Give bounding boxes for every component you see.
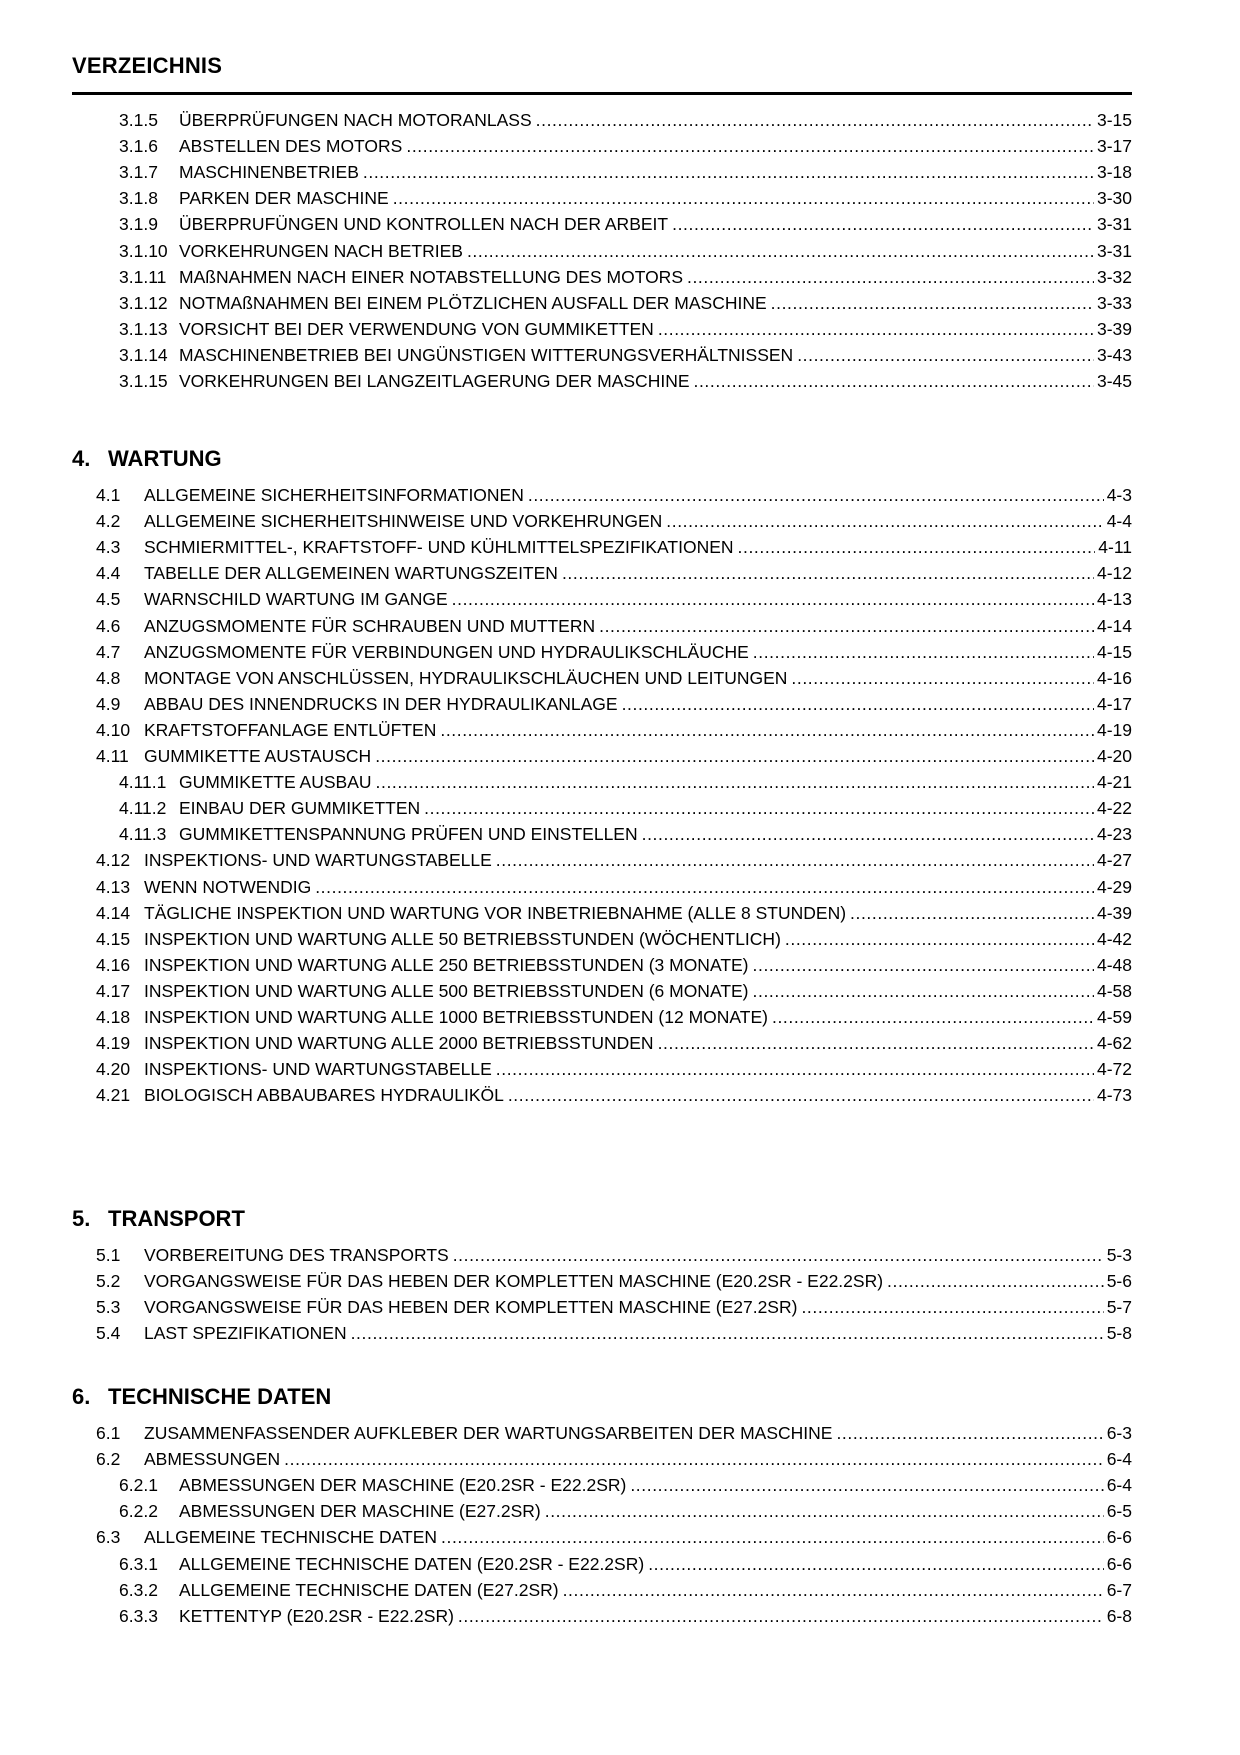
toc-entry-number: 5.3 xyxy=(96,1297,121,1318)
toc-entry[interactable] xyxy=(119,212,1132,236)
toc-entry-number: 4.11.3 xyxy=(119,824,167,845)
toc-entry-title: VORSICHT BEI DER VERWENDUNG VON GUMMIKETTEN xyxy=(179,318,654,339)
dot-leader xyxy=(453,1243,1104,1267)
dot-leader xyxy=(440,718,1094,742)
toc-entry-title: INSPEKTION UND WARTUNG ALLE 1000 BETRIEBSSTUNDEN (12 MONATE) xyxy=(144,1007,768,1027)
toc-entry-page: 4-48 xyxy=(1096,954,1132,975)
toc-entry[interactable] xyxy=(96,848,1132,872)
toc-entry[interactable] xyxy=(96,744,1132,768)
dot-leader xyxy=(672,212,1094,236)
toc-entry-page: 4-72 xyxy=(1096,1059,1132,1080)
section-number: 6. xyxy=(72,1384,91,1409)
toc-entry-title: ALLGEMEINE SICHERHEITSHINWEISE UND VORKEHRUNGEN xyxy=(144,511,663,532)
toc-entry[interactable] xyxy=(96,640,1132,664)
toc-entry-title: VORGANGSWEISE FÜR DAS HEBEN DER KOMPLETTEN MASCHINE (E20.2SR - E22.2SR) xyxy=(144,1271,884,1292)
toc-entry[interactable] xyxy=(119,1604,1132,1628)
dot-leader xyxy=(658,317,1094,341)
toc-entry-title: MASCHINENBETRIEB xyxy=(179,162,359,183)
toc-entry-page: 4-27 xyxy=(1096,850,1132,871)
page-title: VERZEICHNIS xyxy=(72,53,223,78)
toc-entry-title: WENN NOTWENDIG xyxy=(144,876,312,897)
toc-entry[interactable] xyxy=(119,1578,1132,1602)
toc-entry-number: 4.17 xyxy=(96,980,131,1001)
toc-entry-page: 3-15 xyxy=(1096,110,1132,130)
toc-entry-number: 4.13 xyxy=(96,876,131,897)
toc-entry[interactable] xyxy=(96,718,1132,742)
toc-entry[interactable] xyxy=(96,1083,1132,1107)
dot-leader xyxy=(375,744,1094,768)
toc-entry-number: 4.11 xyxy=(96,746,129,766)
toc-entry-page: 5-6 xyxy=(1106,1271,1132,1292)
dot-leader xyxy=(562,561,1094,585)
toc-entry-page: 3-31 xyxy=(1096,214,1132,235)
section-title: WARTUNG xyxy=(108,446,222,471)
dot-leader xyxy=(467,239,1094,263)
toc-entry[interactable] xyxy=(96,901,1132,925)
toc-entry-number: 3.1.6 xyxy=(119,136,158,157)
toc-entry-number: 4.1 xyxy=(96,485,121,505)
toc-entry-number: 6.2 xyxy=(96,1449,121,1470)
dot-leader xyxy=(351,1321,1104,1345)
toc-entry-page: 6-7 xyxy=(1106,1579,1132,1600)
toc-entry-page: 6-6 xyxy=(1106,1527,1132,1548)
toc-entry-number: 3.1.11 xyxy=(119,266,167,287)
dot-leader xyxy=(791,666,1094,690)
toc-entry-page: 6-3 xyxy=(1106,1423,1132,1443)
toc-entry-title: ABBAU DES INNENDRUCKS IN DER HYDRAULIKANLAGE xyxy=(144,693,618,714)
toc-entry-page: 3-45 xyxy=(1096,371,1132,391)
toc-entry-title: INSPEKTION UND WARTUNG ALLE 2000 BETRIEBSSTUNDEN xyxy=(144,1033,654,1054)
toc-entry-page: 4-62 xyxy=(1096,1033,1132,1054)
toc-entry[interactable] xyxy=(119,265,1132,289)
toc-entry-page: 5-8 xyxy=(1106,1323,1132,1344)
toc-entry-title: TÄGLICHE INSPEKTION UND WARTUNG VOR INBETRIEBNAHME (ALLE 8 STUNDEN) xyxy=(144,902,847,923)
toc-entry[interactable] xyxy=(119,822,1132,846)
dot-leader xyxy=(648,1552,1104,1576)
toc-entry-title: VORGANGSWEISE FÜR DAS HEBEN DER KOMPLETTEN MASCHINE (E27.2SR) xyxy=(144,1297,798,1318)
toc-entry[interactable] xyxy=(96,1421,1132,1445)
section-heading xyxy=(72,1383,331,1411)
toc-entry-title: TABELLE DER ALLGEMEINEN WARTUNGSZEITEN xyxy=(144,563,558,584)
toc-entry[interactable] xyxy=(96,1295,1132,1319)
toc-entry-title: WARNSCHILD WARTUNG IM GANGE xyxy=(144,589,448,610)
toc-entry-number: 6.3 xyxy=(96,1527,121,1548)
toc-entry-page: 5-7 xyxy=(1106,1297,1132,1318)
dot-leader xyxy=(536,108,1094,132)
toc-entry-number: 5.4 xyxy=(96,1323,121,1344)
toc-entry-page: 4-13 xyxy=(1096,589,1132,610)
section-number: 4. xyxy=(72,446,91,471)
toc-entry[interactable] xyxy=(119,317,1132,341)
section-heading xyxy=(72,445,222,473)
toc-entry-page: 4-15 xyxy=(1096,641,1132,662)
toc-entry-title: ABMESSUNGEN DER MASCHINE (E27.2SR) xyxy=(179,1501,541,1522)
toc-entry-number: 6.2.1 xyxy=(119,1475,158,1496)
toc-entry[interactable] xyxy=(119,770,1132,794)
dot-leader xyxy=(642,822,1094,846)
toc-entry-number: 6.1 xyxy=(96,1423,121,1443)
toc-entry-number: 5.1 xyxy=(96,1245,121,1265)
toc-entry-page: 4-17 xyxy=(1096,693,1132,714)
toc-entry-title: LAST SPEZIFIKATIONEN xyxy=(144,1323,347,1344)
section-title: TECHNISCHE DATEN xyxy=(108,1384,332,1409)
toc-entry-page: 4-21 xyxy=(1096,772,1132,793)
dot-leader xyxy=(738,535,1096,559)
toc-entry-title: GUMMIKETTE AUSTAUSCH xyxy=(144,746,372,766)
dot-leader xyxy=(622,692,1094,716)
section-heading xyxy=(72,1205,245,1233)
toc-entry-title: EINBAU DER GUMMIKETTEN xyxy=(179,798,421,819)
dot-leader xyxy=(599,614,1094,638)
toc-entry-title: INSPEKTION UND WARTUNG ALLE 50 BETRIEBSSTUNDEN (WÖCHENTLICH) xyxy=(144,928,781,949)
dot-leader xyxy=(772,1005,1094,1029)
toc-entry[interactable] xyxy=(119,239,1132,263)
toc-entry-page: 6-5 xyxy=(1106,1501,1132,1522)
toc-entry-title: VORKEHRUNGEN BEI LANGZEITLAGERUNG DER MASCHINE xyxy=(179,371,690,391)
toc-entry-number: 3.1.12 xyxy=(119,292,168,313)
toc-entry-page: 4-4 xyxy=(1106,511,1132,532)
toc-entry-number: 3.1.13 xyxy=(119,318,168,339)
toc-entry-title: INSPEKTION UND WARTUNG ALLE 250 BETRIEBSSTUNDEN (3 MONATE) xyxy=(144,954,749,975)
toc-entry-number: 4.6 xyxy=(96,615,121,636)
page-header xyxy=(72,52,1132,95)
dot-leader xyxy=(441,1525,1104,1549)
toc-entry-title: INSPEKTIONS- UND WARTUNGSTABELLE xyxy=(144,850,492,871)
toc-entry-number: 4.20 xyxy=(96,1059,131,1080)
toc-entry-number: 4.14 xyxy=(96,902,131,923)
toc-entry[interactable] xyxy=(119,291,1132,315)
toc-entry[interactable] xyxy=(96,1321,1132,1345)
toc-entry-title: ABSTELLEN DES MOTORS xyxy=(179,136,403,157)
toc-entry-title: ANZUGSMOMENTE FÜR SCHRAUBEN UND MUTTERN xyxy=(144,615,596,636)
toc-entry[interactable] xyxy=(96,979,1132,1003)
dot-leader xyxy=(687,265,1094,289)
toc-entry-page: 4-20 xyxy=(1096,746,1132,766)
toc-entry[interactable] xyxy=(96,1005,1132,1029)
toc-entry-number: 4.15 xyxy=(96,928,131,949)
toc-entry[interactable] xyxy=(96,927,1132,951)
dot-leader xyxy=(630,1473,1103,1497)
toc-entry-page: 4-22 xyxy=(1096,798,1132,819)
toc-entry[interactable] xyxy=(96,875,1132,899)
toc-entry[interactable] xyxy=(96,614,1132,638)
dot-leader xyxy=(666,509,1103,533)
dot-leader xyxy=(406,134,1094,158)
toc-entry-title: GUMMIKETTENSPANNUNG PRÜFEN UND EINSTELLEN xyxy=(179,824,638,845)
dot-leader xyxy=(545,1499,1104,1523)
dot-leader xyxy=(658,1031,1094,1055)
toc-entry-page: 4-11 xyxy=(1098,537,1132,558)
toc-entry-page: 4-12 xyxy=(1096,563,1132,584)
toc-entry[interactable] xyxy=(119,160,1132,184)
toc-entry-title: MASCHINENBETRIEB BEI UNGÜNSTIGEN WITTERUNGSVERHÄLTNISSEN xyxy=(179,344,794,365)
toc-entry-title: ANZUGSMOMENTE FÜR VERBINDUNGEN UND HYDRAULIKSCHLÄUCHE xyxy=(144,641,749,662)
section-number: 5. xyxy=(72,1206,91,1231)
toc-entry-page: 4-14 xyxy=(1096,615,1132,636)
toc-entry-number: 3.1.14 xyxy=(119,344,168,365)
dot-leader xyxy=(528,483,1104,507)
toc-entry[interactable] xyxy=(96,587,1132,611)
toc-entry-number: 4.8 xyxy=(96,667,121,688)
toc-entry[interactable] xyxy=(96,1447,1132,1471)
toc-entry-number: 4.21 xyxy=(96,1085,131,1106)
toc-entry-page: 3-31 xyxy=(1096,240,1132,261)
dot-leader xyxy=(424,796,1094,820)
toc-entry[interactable] xyxy=(119,186,1132,210)
toc-entry-title: ALLGEMEINE SICHERHEITSINFORMATIONEN xyxy=(144,485,524,505)
toc-entry-title: ALLGEMEINE TECHNISCHE DATEN (E27.2SR) xyxy=(179,1579,559,1600)
toc-entry-number: 4.19 xyxy=(96,1033,131,1054)
dot-leader xyxy=(563,1578,1104,1602)
toc-entry[interactable] xyxy=(96,666,1132,690)
toc-entry-number: 3.1.7 xyxy=(119,162,158,183)
toc-entry[interactable] xyxy=(119,1552,1132,1576)
toc-entry-page: 3-17 xyxy=(1096,136,1132,157)
dot-leader xyxy=(315,875,1094,899)
toc-entry-title: MONTAGE VON ANSCHLÜSSEN, HYDRAULIKSCHLÄUCHEN UND LEITUNGEN xyxy=(144,667,788,688)
dot-leader xyxy=(753,979,1094,1003)
toc-entry-title: ABMESSUNGEN DER MASCHINE (E20.2SR - E22.2SR) xyxy=(179,1475,627,1496)
toc-entry-page: 4-39 xyxy=(1096,902,1132,923)
toc-entry-title: ZUSAMMENFASSENDER AUFKLEBER DER WARTUNGSARBEITEN DER MASCHINE xyxy=(144,1423,833,1443)
toc-entry[interactable] xyxy=(96,535,1132,559)
toc-entry-number: 4.12 xyxy=(96,850,131,871)
toc-entry-number: 3.1.10 xyxy=(119,240,168,261)
toc-entry-page: 4-19 xyxy=(1096,719,1132,740)
toc-entry-title: VORBEREITUNG DES TRANSPORTS xyxy=(144,1245,449,1265)
toc-entry[interactable] xyxy=(96,953,1132,977)
dot-leader xyxy=(508,1083,1094,1107)
toc-entry-page: 3-30 xyxy=(1096,188,1132,209)
toc-entry[interactable] xyxy=(119,134,1132,158)
dot-leader xyxy=(452,587,1094,611)
toc-entry[interactable] xyxy=(96,1525,1132,1549)
toc-entry-page: 3-39 xyxy=(1096,318,1132,339)
dot-leader xyxy=(801,1295,1103,1319)
toc-entry[interactable] xyxy=(96,1031,1132,1055)
toc-entry-page: 6-4 xyxy=(1106,1475,1132,1496)
toc-entry-number: 4.10 xyxy=(96,719,131,740)
dot-leader xyxy=(393,186,1094,210)
dot-leader xyxy=(458,1604,1104,1628)
dot-leader xyxy=(797,343,1094,367)
toc-entry[interactable] xyxy=(119,1499,1132,1523)
toc-entry-title: ALLGEMEINE TECHNISCHE DATEN xyxy=(144,1527,438,1548)
toc-entry-title: ALLGEMEINE TECHNISCHE DATEN (E20.2SR - E22.2SR) xyxy=(179,1553,645,1574)
toc-entry-page: 4-23 xyxy=(1096,824,1132,845)
section-title: TRANSPORT xyxy=(108,1206,245,1231)
dot-leader xyxy=(376,770,1094,794)
toc-entry-number: 4.18 xyxy=(96,1007,131,1027)
toc-entry[interactable] xyxy=(96,561,1132,585)
toc-entry-number: 3.1.8 xyxy=(119,188,158,209)
dot-leader xyxy=(850,901,1094,925)
dot-leader xyxy=(771,291,1094,315)
toc-entry[interactable] xyxy=(119,796,1132,820)
toc-entry-title: SCHMIERMITTEL-, KRAFTSTOFF- UND KÜHLMITTELSPEZIFIKATIONEN xyxy=(144,537,734,558)
toc-entry[interactable] xyxy=(119,1473,1132,1497)
toc-entry[interactable] xyxy=(96,1269,1132,1293)
toc-entry-title: KRAFTSTOFFANLAGE ENTLÜFTEN xyxy=(144,719,437,740)
toc-entry-number: 3.1.9 xyxy=(119,214,158,235)
dot-leader xyxy=(496,1057,1094,1081)
toc-entry-page: 3-43 xyxy=(1096,344,1132,365)
dot-leader xyxy=(363,160,1094,184)
toc-entry-title: ÜBERPRÜFUNGEN NACH MOTORANLASS xyxy=(179,110,532,130)
toc-entry-page: 6-6 xyxy=(1106,1553,1132,1574)
toc-entry-page: 4-29 xyxy=(1096,876,1132,897)
toc-entry-number: 4.11.2 xyxy=(119,798,167,819)
dot-leader xyxy=(284,1447,1104,1471)
toc-entry-number: 4.16 xyxy=(96,954,131,975)
toc-entry-title: ÜBERPRUFÜNGEN UND KONTROLLEN NACH DER ARBEIT xyxy=(179,214,669,235)
toc-entry-page: 6-4 xyxy=(1106,1449,1132,1470)
toc-entry-number: 4.11.1 xyxy=(119,772,167,793)
toc-entry-number: 6.3.1 xyxy=(119,1553,158,1574)
toc-entry-number: 4.7 xyxy=(96,641,121,662)
toc-entry-title: NOTMAßNAHMEN BEI EINEM PLÖTZLICHEN AUSFALL DER MASCHINE xyxy=(179,292,767,313)
toc-entry-number: 6.3.3 xyxy=(119,1605,158,1626)
toc-entry[interactable] xyxy=(96,1057,1132,1081)
dot-leader xyxy=(753,640,1094,664)
toc-entry[interactable] xyxy=(119,343,1132,367)
toc-entry-number: 4.9 xyxy=(96,693,121,714)
toc-entry[interactable] xyxy=(96,483,1132,507)
toc-entry-number: 4.5 xyxy=(96,589,121,610)
toc-entry-page: 3-18 xyxy=(1096,162,1132,183)
toc-entry-number: 3.1.5 xyxy=(119,110,158,130)
toc-entry-number: 4.2 xyxy=(96,511,121,532)
toc-entry-title: INSPEKTIONS- UND WARTUNGSTABELLE xyxy=(144,1059,492,1080)
toc-entry[interactable] xyxy=(119,369,1132,393)
toc-entry[interactable] xyxy=(96,692,1132,716)
toc-entry-page: 3-33 xyxy=(1096,292,1132,313)
toc-entry-title: MAßNAHMEN NACH EINER NOTABSTELLUNG DES MOTORS xyxy=(179,266,683,287)
toc-entry-page: 4-73 xyxy=(1096,1085,1132,1106)
toc-entry-page: 4-3 xyxy=(1106,485,1132,505)
toc-entry-page: 4-59 xyxy=(1096,1007,1132,1027)
toc-entry-page: 4-16 xyxy=(1096,667,1132,688)
toc-entry-title: PARKEN DER MASCHINE xyxy=(179,188,389,209)
dot-leader xyxy=(753,953,1094,977)
toc-entry-page: 5-3 xyxy=(1106,1245,1132,1265)
dot-leader xyxy=(836,1421,1103,1445)
toc-entry-page: 6-8 xyxy=(1106,1605,1132,1626)
toc-entry-number: 4.3 xyxy=(96,537,121,558)
toc-entry-title: KETTENTYP (E20.2SR - E22.2SR) xyxy=(179,1605,454,1626)
toc-entry-title: BIOLOGISCH ABBAUBARES HYDRAULIKÖL xyxy=(144,1085,504,1106)
toc-entry-number: 6.2.2 xyxy=(119,1501,158,1522)
toc-entry-number: 5.2 xyxy=(96,1271,121,1292)
toc-entry-title: VORKEHRUNGEN NACH BETRIEB xyxy=(179,240,463,261)
toc-entry-page: 4-42 xyxy=(1096,928,1132,949)
toc-entry-page: 4-58 xyxy=(1096,980,1132,1001)
toc-entry-title: ABMESSUNGEN xyxy=(144,1449,281,1470)
toc-entry[interactable] xyxy=(119,108,1132,132)
toc-entry-number: 3.1.15 xyxy=(119,371,168,391)
toc-entry-number: 6.3.2 xyxy=(119,1579,158,1600)
dot-leader xyxy=(785,927,1094,951)
toc-entry[interactable] xyxy=(96,509,1132,533)
toc-entry-title: GUMMIKETTE AUSBAU xyxy=(179,772,372,793)
toc-entry[interactable] xyxy=(96,1243,1132,1267)
dot-leader xyxy=(694,369,1094,393)
toc-entry-number: 4.4 xyxy=(96,563,121,584)
dot-leader xyxy=(887,1269,1104,1293)
toc-entry-title: INSPEKTION UND WARTUNG ALLE 500 BETRIEBSSTUNDEN (6 MONATE) xyxy=(144,980,749,1001)
dot-leader xyxy=(496,848,1094,872)
toc-entry-page: 3-32 xyxy=(1096,266,1132,287)
